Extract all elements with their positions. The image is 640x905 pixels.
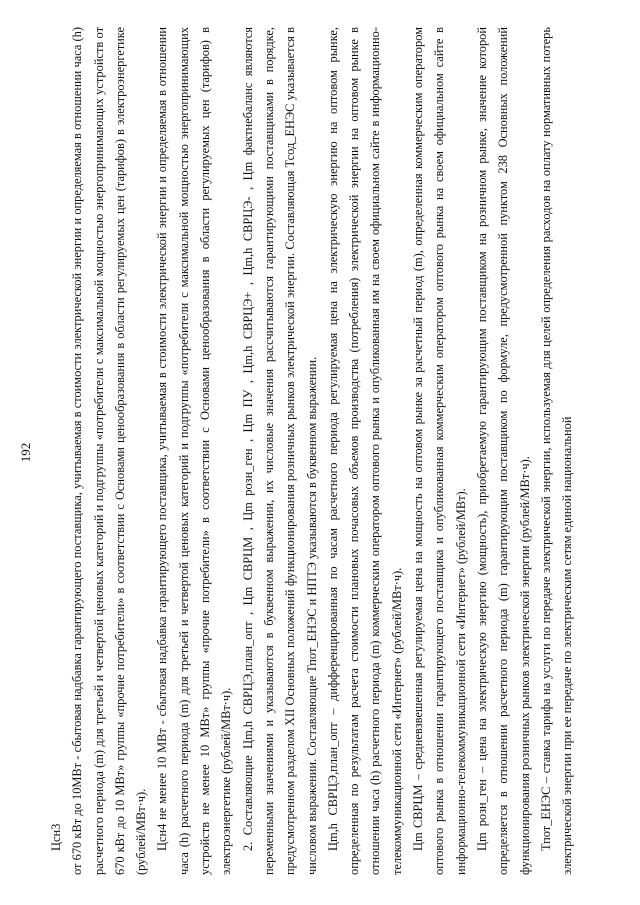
- paragraph: Цm,h СВРЦЭ,план_опт – дифференцированная по часам расчетного периода регулируемая цена на электрическую энергию на оптовом рынке, определенная по результатам расчета стоимости плановых почасовых объемов производства (потребления) электрической энергии на оптовом рынке в отношении часа (h) расчетного периода (m) коммерческим оператором оптового рынка и опубликованная им на своем официальном сайте в информационно-телекоммуникационной сети «Интернет» (рублей/МВт·ч).: [325, 27, 404, 875]
- formula-symbol: Цсн3: [49, 823, 63, 851]
- paragraph: от 670 кВт до 10МВт - сбытовая надбавка гарантирующего поставщика, учитываемая в стоимости электрической энергии и определяемая в отношении часа (h) расчетного периода (m) для третьей и четвертой ценовых категорий и подгруппы «потребители с максимальной мощностью энергопринимающих устройств от 670 кВт до 10 МВт» группы «прочие потребители» в соответствии с Основами ценообразования в области регулируемых цен (тарифов) в электроэнергетике (рублей/МВт·ч).: [70, 27, 149, 875]
- page-number: 192: [18, 442, 33, 463]
- document-body: [46, 27, 578, 875]
- paragraph: Тпот_ЕНЭС – ставка тарифа на услуги по передаче электрической энергии, используемая для целей определения расходов на оплату нормативных потерь электрической энергии при ее передаче по электрическим сетям единой национальной: [538, 27, 575, 875]
- paragraph: Цm СВРЦМ – средневзвешенная регулируемая цена на мощность на оптовом рынке за расчетный период (m), определенная коммерческим оператором оптового рынка в отношении гарантирующего поставщика и опубликованная коммерческим оператором оптового рынка на своем официальном сайте в информационно-телекоммуникационной сети «Интернет» (рублей/МВт).: [411, 27, 468, 875]
- paragraph: Цсн4 не менее 10 МВт - сбытовая надбавка гарантирующего поставщика, учитываемая в стоимости электрической энергии и определяемая в отношении часа (h) расчетного периода (m) для третьей и четвертой ценовых категорий и подгруппы «потребители с максимальной мощностью энергопринимающих устройств не менее 10 МВт» группы «прочие потребители» в соответствии с Основами ценообразования в области регулируемых цен (тарифов) в электроэнергетике (рублей/МВт·ч).: [155, 27, 234, 875]
- paragraph: Цm розн_ген – цена на электрическую энергию (мощность), приобретаемую гарантирующим поставщиком на розничном рынке, значение которой определяется в отношении расчетного периода (m) гарантирующим поставщиком по формуле, предусмотренной пунктом 238 Основных положений функционирования розничных рынков электрической энергии (рублей/МВт·ч).: [474, 27, 532, 875]
- paragraph: 2. Составляющие Цm,h СВРЦЭ,план_опт , Цm СВРЦМ , Цm розн_ген , Цm ПУ , Цm,h СВРЦЭ+ , Цm,h СВРЦЭ- , Цm фактнебаланс являются переменными значениями и указываются в буквенном выражении, их числовые значения рассчитываются гарантирующими поставщиками в порядке, предусмотренном разделом XII Основных положений функционирования розничных рынков электрической энергии. Составляющая Тсод_ЕНЭС указывается в числовом выражении. Составляющие Тпот_ЕНЭС и НПТЭ указываются в буквенном выражении.: [240, 27, 319, 875]
